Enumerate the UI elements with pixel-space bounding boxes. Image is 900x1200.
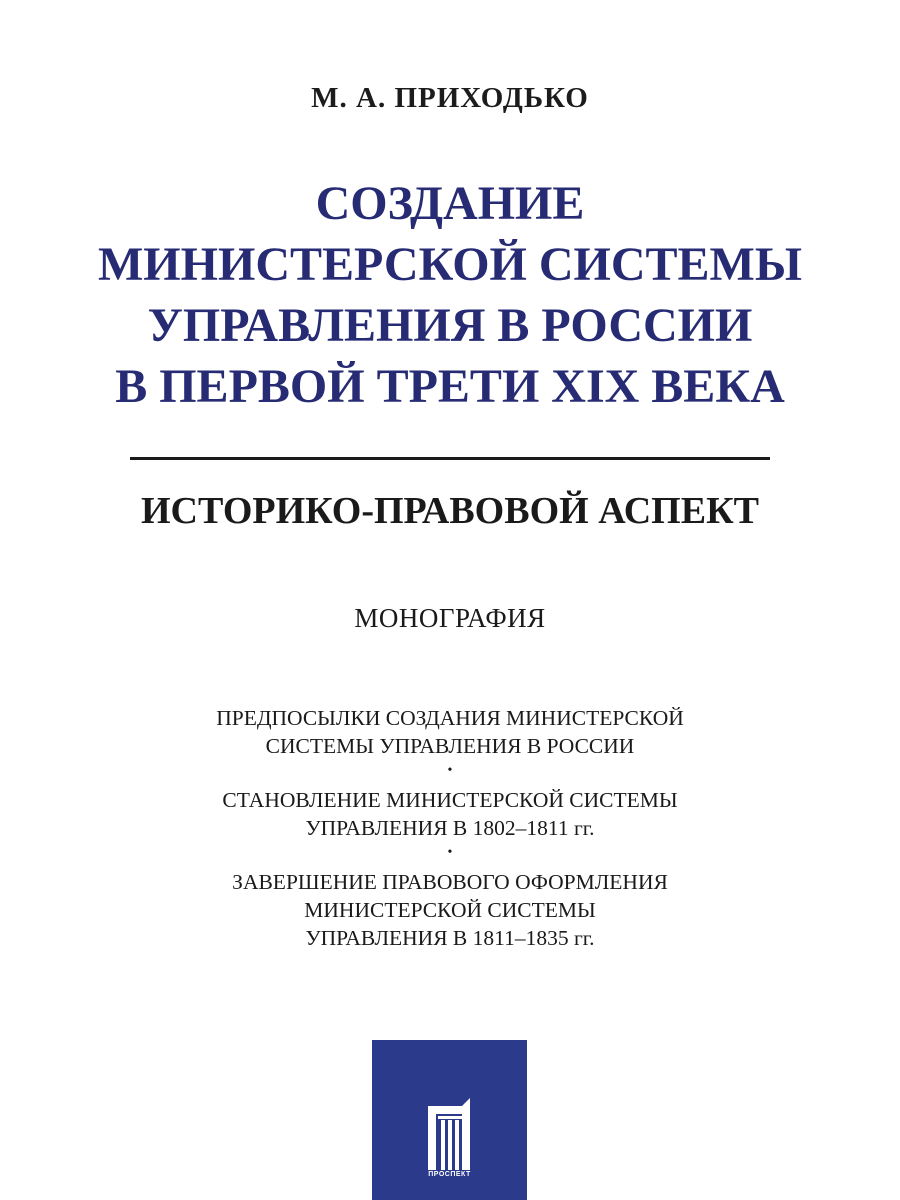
contents-item (0, 786, 900, 842)
publisher-logo (372, 1040, 527, 1200)
contents-line: ПРЕДПОСЫЛКИ СОЗДАНИЯ МИНИСТЕРСКОЙ (216, 706, 684, 730)
title-line: УПРАВЛЕНИЯ В РОССИИ (147, 299, 753, 352)
bullet-separator: • (447, 763, 453, 778)
title-line: СОЗДАНИЕ (315, 177, 585, 230)
book-subtitle: ИСТОРИКО-ПРАВОВОЙ АСПЕКТ (140, 490, 759, 532)
title-divider (130, 457, 770, 460)
book-genre: МОНОГРАФИЯ (354, 603, 546, 633)
title-line: В ПЕРВОЙ ТРЕТИ XIX ВЕКА (115, 360, 785, 413)
contents-line: СИСТЕМЫ УПРАВЛЕНИЯ В РОССИИ (265, 734, 635, 758)
contents-item (0, 704, 900, 760)
contents-list (0, 704, 900, 952)
contents-line: СТАНОВЛЕНИЕ МИНИСТЕРСКОЙ СИСТЕМЫ (222, 788, 678, 812)
publisher-name: ПРОСПЕКТ (428, 1171, 471, 1178)
building-columns-icon (424, 1096, 474, 1170)
book-title (0, 173, 900, 417)
contents-line: УПРАВЛЕНИЯ В 1802–1811 гг. (305, 816, 595, 840)
contents-line: МИНИСТЕРСКОЙ СИСТЕМЫ (304, 898, 596, 922)
bullet-separator: • (447, 845, 453, 860)
contents-line: УПРАВЛЕНИЯ В 1811–1835 гг. (305, 926, 595, 950)
contents-item (0, 868, 900, 952)
title-line: МИНИСТЕРСКОЙ СИСТЕМЫ (98, 238, 802, 291)
contents-line: ЗАВЕРШЕНИЕ ПРАВОВОГО ОФОРМЛЕНИЯ (232, 870, 668, 894)
author-name: М. А. ПРИХОДЬКО (311, 82, 589, 114)
